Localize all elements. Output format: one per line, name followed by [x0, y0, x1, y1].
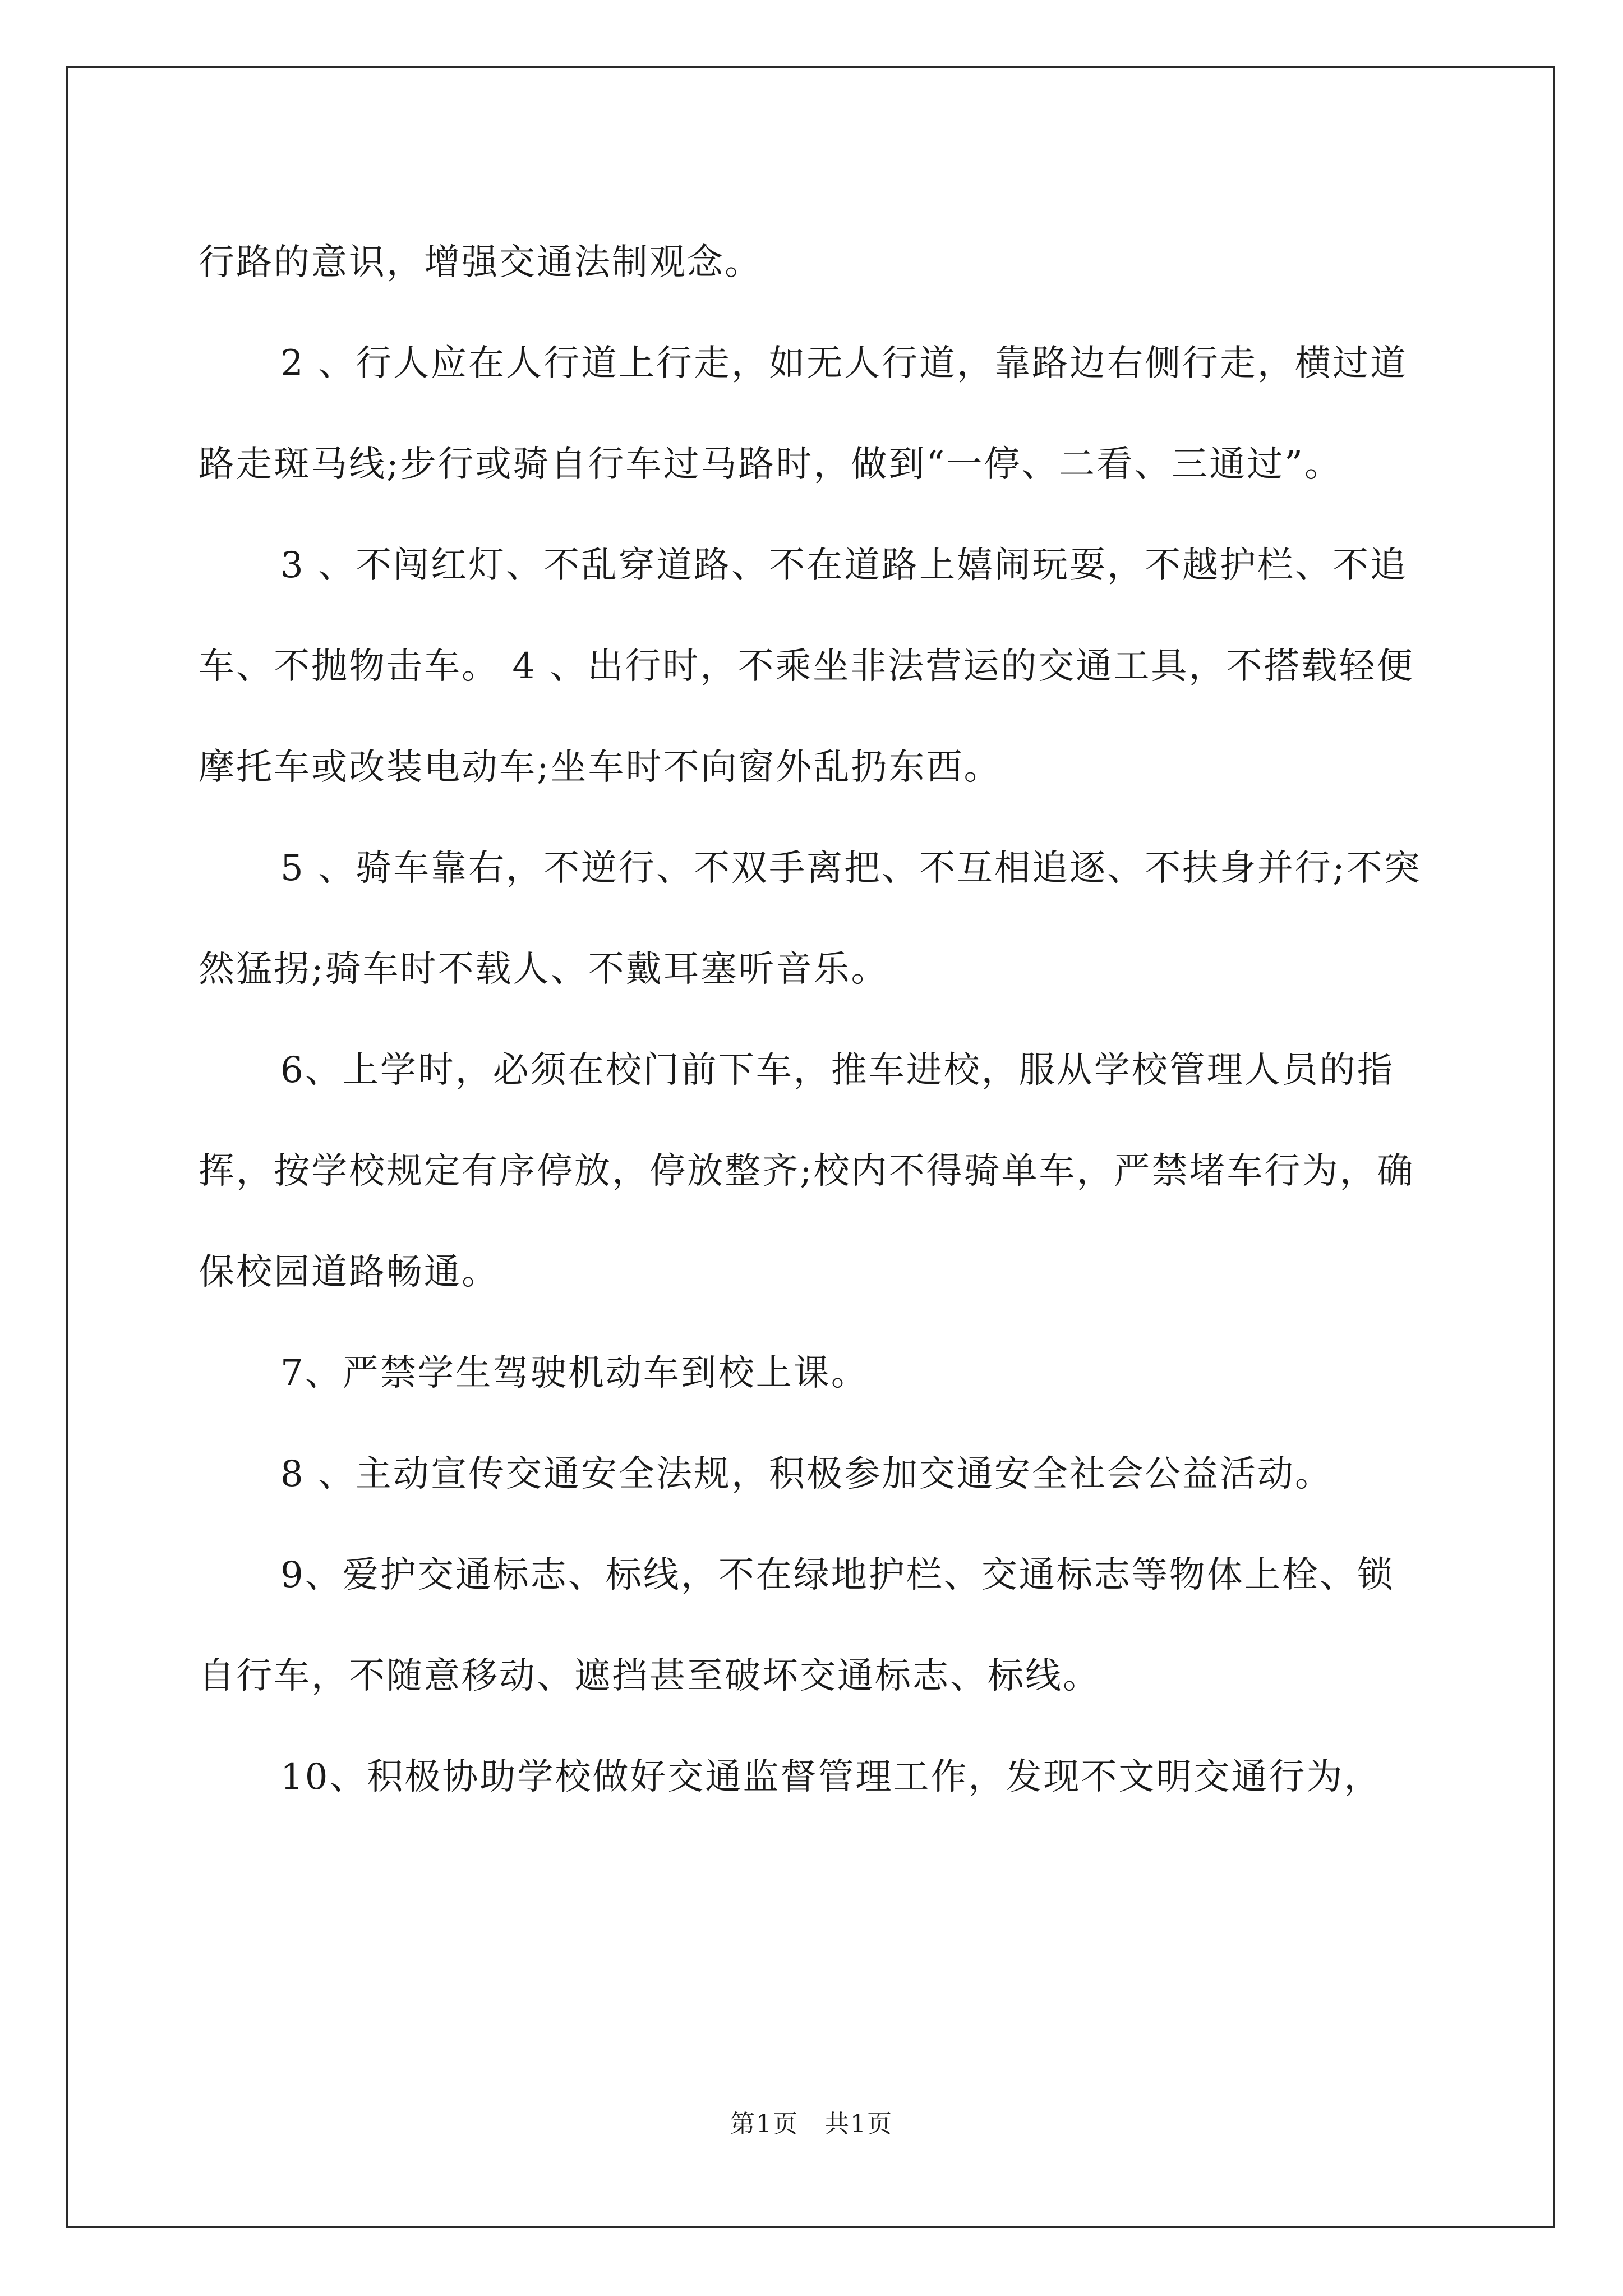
- page-footer: 第1页 共1页: [730, 2110, 893, 2138]
- paragraph-item-8: 8 、主动宣传交通安全法规，积极参加交通安全社会公益活动。: [280, 1453, 1333, 1495]
- paragraph-continuation: 行路的意识，增强交通法制观念。: [199, 242, 762, 283]
- paragraph-item-5: 5 、骑车靠右，不逆行、不双手离把、不互相追逐、不扶身并行;不突然猛拐;骑车时不载人、不戴耳塞听音乐。: [199, 848, 1422, 990]
- paragraph-item-9: 9、爱护交通标志、标线，不在绿地护栏、交通标志等物体上栓、锁自行车，不随意移动、遮挡甚至破坏交通标志、标线。: [199, 1554, 1395, 1697]
- paragraph-item-10: 10、积极协助学校做好交通监督管理工作，发现不文明交通行为，: [280, 1756, 1382, 1798]
- paragraph-item-6: 6、上学时，必须在校门前下车，推车进校，服从学校管理人员的指挥，按学校规定有序停放，停放整齐;校内不得骑单车，严禁堵车行为，确保校园道路畅通。: [199, 1050, 1415, 1293]
- paragraph-item-2: 2 、行人应在人行道上行走，如无人行道，靠路边右侧行走，横过道路走斑马线;步行或骑自行车过马路时，做到“一停、二看、三通过”。: [199, 343, 1408, 485]
- document-body: [199, 212, 1426, 1828]
- paragraph-item-3-4: 3 、不闯红灯、不乱穿道路、不在道路上嬉闹玩耍，不越护栏、不追车、不抛物击车。 4 、出行时，不乘坐非法营运的交通工具，不搭载轻便摩托车或改装电动车;坐车时不向窗外乱扔东西。: [199, 545, 1414, 788]
- paragraph-item-7: 7、严禁学生驾驶机动车到校上课。: [280, 1352, 869, 1394]
